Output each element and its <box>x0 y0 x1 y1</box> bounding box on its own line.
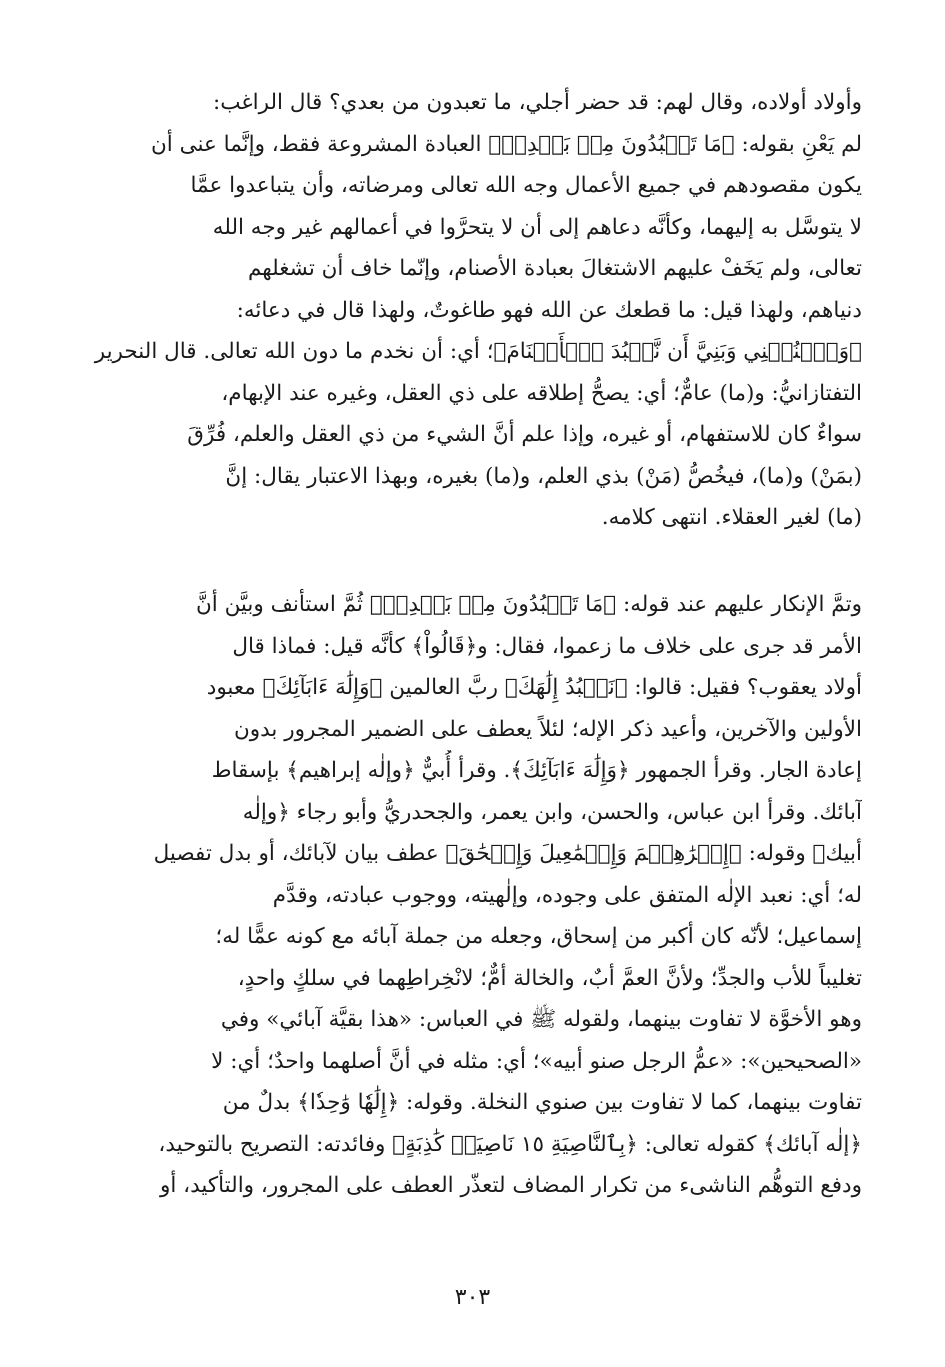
text-line: وهو الأخوَّة لا تفاوت بينهما، ولقوله ﷺ في العباس: «هذا بقيَّة آبائي» وفي <box>220 1007 862 1032</box>
text-line: (بمَنْ) و(ما)، فيخُصُّ (مَنْ) بذي العلم، و(ما) بغيره، وبهذا الاعتبار يقال: إنَّ <box>225 463 862 489</box>
paragraph-1 <box>84 82 862 539</box>
text-line: يكون مقصودهم في جميع الأعمال وجه الله تعالى ومرضاته، وأن يتباعدوا عمَّا <box>190 173 862 198</box>
text-line: وأولاد أولاده، وقال لهم: قد حضر أجلي، ما تعبدون من بعدي؟ قال الراغب: <box>213 90 862 115</box>
text-line: له؛ أي: نعبد الإلٰه المتفق على وجوده، وإلٰهيته، ووجوب عبادته، وقدَّم <box>272 882 862 908</box>
page-number: ٣٠٣ <box>454 1285 491 1310</box>
text-line: تعالى، ولم يَخَفْ عليهم الاشتغالَ بعبادة الأصنام، وإنّما خاف أن تشغلهم <box>247 256 862 281</box>
text-line: أبيك﴾ وقوله: ﴿إِبۡرَٰهِـۧمَ وَإِسۡمَٰعِيلَ وَإِسۡحَٰقَ﴾ عطف بيان لآبائك، أو بدل تفصيل <box>153 841 862 866</box>
text-line: أولاد يعقوب؟ فقيل: قالوا: ﴿نَعۡبُدُ إِلَٰهَكَ﴾ ربَّ العالمين ﴿وَإِلَٰهَ ءَابَآئِكَ﴾ معبود <box>206 675 862 700</box>
text-line: تغليباً للأب والجدِّ؛ ولأنَّ العمَّ أبٌ، والخالة أمٌّ؛ لانْخِراطِهما في سلكٍ واحدٍ، <box>237 965 862 991</box>
text-line: وتمَّ الإنكار عليهم عند قوله: ﴿مَا تَعۡبُدُونَ مِنۢ بَعۡدِيۖ﴾ ثُمَّ استأنف وبيَّن أنَّ <box>195 592 862 617</box>
paragraph-2 <box>84 584 862 1207</box>
text-line: ﴿وَٱجۡنُبۡنِي وَبَنِيَّ أَن نَّعۡبُدَ ٱلۡأَصۡنَامَ﴾؛ أي: أن نخدم ما دون الله تعالى. قال النحرير <box>94 339 862 364</box>
text-line: لم يَعْنِ بقوله: ﴿مَا تَعۡبُدُونَ مِنۢ بَعۡدِيۖ﴾ العبادة المشروعة فقط، وإنَّما عنى أن <box>150 131 862 157</box>
text-line: الأمر قد جرى على خلاف ما زعموا، فقال: و﴿قَالُواْ﴾ كأنَّه قيل: فماذا قال <box>232 633 862 659</box>
text-line: إعادة الجار. وقرأ الجمهور ﴿وَإِلَٰهَ ءَابَآئِكَ﴾. وقرأ أُبيٌّ ﴿وإلٰه إبراهيم﴾ بإسقاط <box>211 758 862 783</box>
text-line: الأولين والآخرين، وأعيد ذكر الإله؛ لئلاً يعطف على الضمير المجرور بدون <box>233 716 862 742</box>
text-line: «الصحيحين»: «عمُّ الرجل صنو أبيه»؛ أي: مثله في أنَّ أصلهما واحدٌ؛ أي: لا <box>211 1048 862 1074</box>
text-line: لا يتوسَّل به إليهما، وكأنَّه دعاهم إلى أن لا يتحرَّوا في أعمالهم غير وجه الله <box>212 214 862 240</box>
text-line: تفاوت بينهما، كما لا تفاوت بين صنوي النخلة. وقوله: ﴿إِلَٰهٗا وَٰحِدٗا﴾ بدلٌ من <box>222 1090 862 1115</box>
text-line: ﴿إلٰه آبائك﴾ كقوله تعالى: ﴿بِٱلنَّاصِيَةِ ١٥ نَاصِيَةٖ كَٰذِبَةٍ﴾ وفائدته: التصريح بالتوحيد، <box>158 1131 862 1157</box>
text-line: ودفع التوهُّم الناشىء من تكرار المضاف لتعذّر العطف على المجرور، والتأكيد، أو <box>159 1173 862 1198</box>
text-line: سواءٌ كان للاستفهام، أو غيره، وإذا علم أنَّ الشيء من ذي العقل والعلم، فُرِّقَ <box>187 422 862 447</box>
text-line: (ما) لغير العقلاء. انتهى كلامه. <box>601 505 862 530</box>
text-line: التفتازانيُّ: و(ما) عامٌّ؛ أي: يصحُّ إطلاقه على ذي العقل، وغيره عند الإبهام، <box>221 380 862 406</box>
text-line: آبائك. وقرأ ابن عباس، والحسن، وابن يعمر، والجحدريُّ وأبو رجاء ﴿وإلٰه <box>242 799 862 825</box>
text-line: إسماعيل؛ لأنّه كان أكبر من إسحاق، وجعله من جملة آبائه مع كونه عمًّا له؛ <box>215 924 862 949</box>
text-line: دنياهم، ولهذا قيل: ما قطعك عن الله فهو طاغوتٌ، ولهذا قال في دعائه: <box>236 297 862 323</box>
